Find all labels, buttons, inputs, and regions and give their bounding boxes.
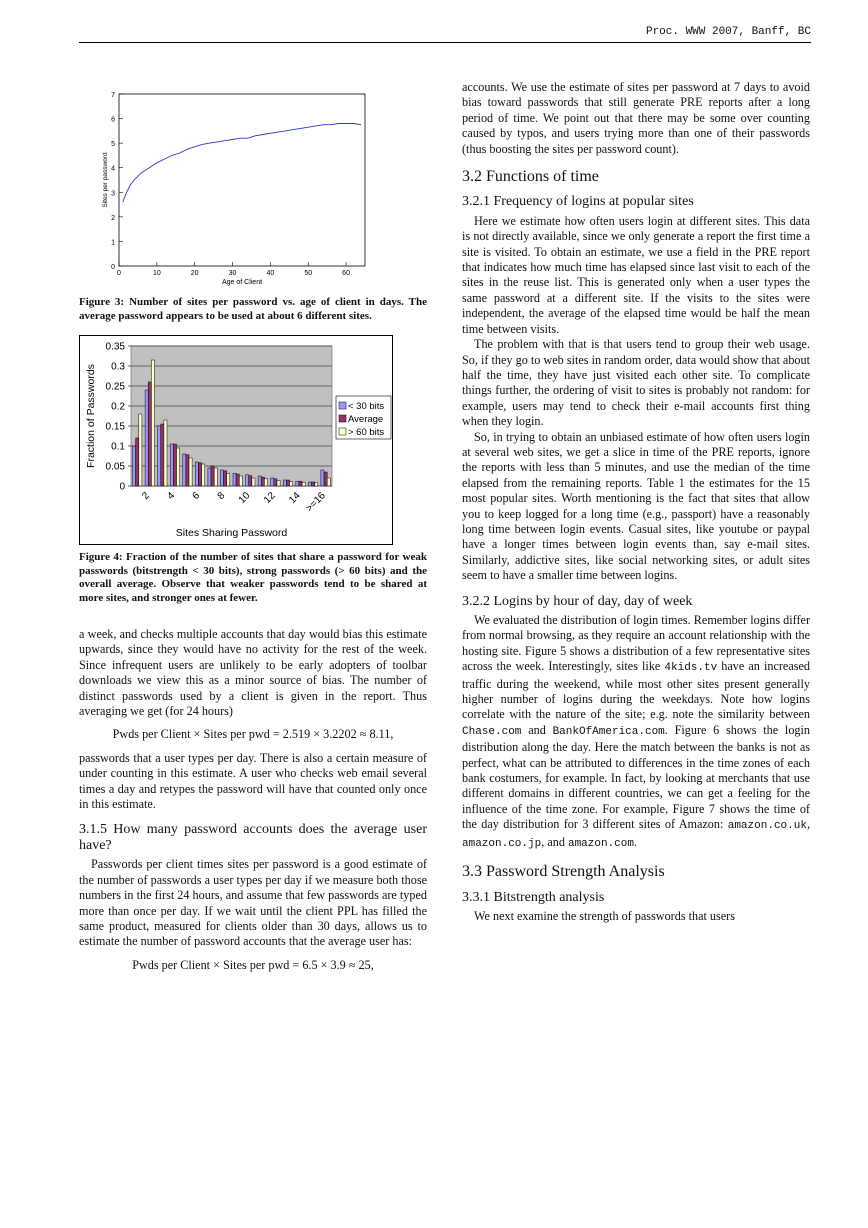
p4-text-g: . [633,834,638,849]
right-paragraph-1: Here we estimate how often users login at different sites. This data is not directly available, since we only generate a report the first time a site is visited. To obtain an estimate, we use a field in the PRE report that indicates how much time has elapsed since last visit to each of the sites in the reuse list. This is generated only when a user types the same password at a different site. If the visits to the sites were independent, the average of the elapsed time would be half the mean time between visits. [462,213,810,336]
fig4-bar [208,468,211,486]
fig4-y-tick-label: 0.05 [105,461,125,473]
fig4-y-tick-label: 0 [119,481,125,493]
right-column [462,80,810,924]
fig4-bar [296,481,299,486]
site-4kids: 4kids.tv [664,662,718,675]
fig4-bar [246,475,249,486]
fig4-bar [312,482,315,486]
fig3-x-tick-label: 50 [304,270,313,277]
left-column [79,80,427,981]
fig4-bar [290,482,293,486]
section-3-3-heading: 3.3 Password Strength Analysis [462,863,665,881]
section-3-1-5-heading: 3.1.5 How many password accounts does the average user have? [79,822,427,853]
right-paragraph-2: The problem with that is that users tend to group their web usage. So, if they go to web sites in random order, data would show that about half the time, they have just visited each other site. To complicate things further, the ordering of visit to sites is probably not random: for example, users may tend to check their e-mail accounts first thing when they login. [462,337,810,429]
fig3-series-line [123,124,361,203]
fig4-bar [249,476,252,486]
fig4-y-axis-label: Fraction of Passwords [85,364,97,468]
left-paragraph-2: passwords that a user types per day. There is also a certain measure of under counting in this estimate. A user who checks web email several times a day and retypes the password will have that counted only once in this estimate. [79,750,427,812]
fig4-bar [236,474,239,486]
fig4-bar [302,482,305,486]
fig4-bar [133,446,136,486]
fig4-y-tick-label: 0.3 [111,361,125,373]
fig4-bar [252,478,255,486]
right-paragraph-3: So, in trying to obtain an unbiased estimate of how often users login at several web sites, we get a slice in time of the PRE reports, ignore the reports with less than 5 minutes, and use the median of the time elapsed from the remaining reports. Table 1 the estimates for the 15 most popular sites. Worth mentioning is the fact that sites that allow you to keep logged for a long time (e.g., passport) have a reasonably long time between login events. Casual sites, like youtube or paypal have a longer times between login events than, say e-mail sites. Similarly, addictive sites, like social networking sites, or adult sites seem to have a smaller time between logins. [462,429,810,583]
fig4-bar [139,414,142,486]
fig3-y-tick-label: 1 [111,239,115,247]
fig3-x-tick-label: 40 [266,270,275,277]
fig4-bar [170,444,173,486]
figure-4 [79,335,393,545]
fig4-legend-swatch [339,415,346,422]
p4-text-d: . Figure 6 shows the login distribution along the day. Here the match between the banks is not as perfect, what can be attributed to differences in the time zones of each bank costumers, for example. In fact, by looking at merchants that use different domains in different countries, we can get a feeling for the influence of the time zone. For example, Figure 7 shows the time of the day distribution for 3 different sites of Amazon: [462,722,810,832]
fig4-bar [173,444,176,486]
fig4-bar [183,454,186,486]
fig3-x-tick-label: 10 [152,270,161,277]
fig3-x-tick-label: 20 [190,270,199,277]
fig3-y-tick-label: 0 [111,264,115,271]
section-3-3-1-heading: 3.3.1 Bitstrength analysis [462,889,605,905]
fig4-chart [80,336,392,544]
left-paragraph-3: Passwords per client times sites per password is a good estimate of the number of passwords a user types per day if we measure both those numbers in the first 24 hours, and assume that few passwords are typed more than once per day. If we wait until the client PPL has filled the same product, measured for clients older than 30 days, allows us to estimate the number of password accounts that the average user has: [79,857,427,949]
fig3-y-tick-label: 6 [111,116,115,124]
fig4-y-tick-label: 0.35 [105,341,125,353]
fig4-bar [151,360,154,486]
fig4-bar [158,426,161,486]
fig4-x-tick-label: 2 [140,490,152,503]
fig4-x-tick-label: 4 [165,490,178,503]
fig3-x-tick-label: 0 [117,270,121,277]
right-paragraph-4 [462,613,810,852]
fig4-bar [202,464,205,486]
fig4-bar [164,420,167,486]
fig4-bar [161,424,164,486]
fig3-y-tick-label: 7 [111,92,115,99]
site-bofa: BankOfAmerica.com [552,725,665,738]
site-amazon-com: amazon.com [567,837,634,850]
p4-text-e: , [806,817,810,832]
right-paragraph-0: accounts. We use the estimate of sites per password at 7 days to avoid bias toward passwords that still generate PRE reports after a long period of time. We point out that there may be some over counting caused by typos, and users trying more than one of their passwords (thus boosting the sites per password count). [462,80,810,156]
equation-1: Pwds per Client × Sites per pwd = 2.519 × 3.2202 ≈ 8.11, [112,727,394,742]
section-3-2-1-heading: 3.2.1 Frequency of logins at popular sites [462,194,694,210]
fig4-bar [224,471,227,486]
fig4-x-tick-label: 12 [261,490,278,506]
fig4-bar [189,458,192,486]
fig4-bar [148,382,151,486]
section-3-2-heading: 3.2 Functions of time [462,168,599,186]
fig4-x-tick-label: 8 [215,490,228,503]
p4-text-c: and [521,722,553,737]
figure-3 [79,80,427,290]
fig4-bar [327,478,330,486]
fig4-bar [321,470,324,486]
fig4-bar [315,483,318,486]
fig4-bar [199,463,202,486]
site-amazon-uk: amazon.co.uk [727,820,807,833]
fig4-bar [233,473,236,486]
fig4-bar [258,476,261,486]
fig3-x-axis-label: Age of Client [221,279,263,286]
fig4-y-tick-label: 0.25 [105,381,125,393]
fig3-y-tick-label: 5 [111,141,115,149]
fig3-plot-frame [119,94,365,266]
page-header [79,26,811,43]
fig3-y-axis-label: Sites per password [102,152,109,208]
fig4-legend-swatch [339,428,346,435]
fig4-bar [136,438,139,486]
fig4-x-axis-label: Sites Sharing Password [175,527,288,539]
fig4-bar [177,448,180,486]
site-chase: Chase.com [462,725,522,738]
p4-text-a: We evaluated the distribution of login times. Remember logins differ from normal browsing, as they require an account relationship with the hosting site. Figure 5 shows a distribution of a few representative sites across the week. Interestingly, sites like [462,613,810,674]
left-paragraph-1: a week, and checks multiple accounts that day would bias this estimate upwards, since they would have no activity for the rest of the week. Since infrequent users are unlikely to be early adopters of toolbar downloads we view this as a minor source of bias. The number of distinct passwords used by a client is given in the report. Thus averaging we get (for 24 hours) [79,627,427,719]
header-text: Proc. WWW 2007, Banff, BC [645,26,811,38]
fig4-bar [239,476,242,486]
p4-text-f: , and [541,834,568,849]
fig3-y-tick-label: 2 [111,214,115,222]
fig4-x-tick-label: >=16 [303,490,328,515]
equation-2: Pwds per Client × Sites per pwd = 6.5 × 3.9 ≈ 25, [132,957,374,972]
fig4-bar [261,477,264,486]
fig4-y-tick-label: 0.2 [111,401,125,413]
fig4-x-tick-label: 14 [287,490,303,506]
fig4-y-tick-label: 0.1 [111,441,125,453]
figure-4-caption: Figure 4: Fraction of the number of sites that share a password for weak passwords (bitstrength < 30 bits), strong passwords (> 60 bits) and the overall average. Observe that weaker passwords tend to be shared at more sites, and stronger ones at fewer. [79,551,427,604]
fig3-x-tick-label: 30 [228,270,237,277]
fig4-bar [227,473,230,486]
fig4-bar [186,455,189,486]
fig4-bar [324,472,327,486]
fig4-bar [211,466,214,486]
fig3-x-tick-label: 60 [342,270,350,277]
fig4-bar [195,462,198,486]
fig4-bar [308,482,311,486]
fig4-bar [264,479,267,486]
section-3-2-2-heading: 3.2.2 Logins by hour of day, day of week [462,593,693,609]
fig4-x-tick-label: 6 [190,490,203,503]
fig4-bar [145,390,148,486]
site-amazon-jp: amazon.co.jp [462,837,542,850]
fig4-bar [214,468,217,486]
fig4-legend-label: < 30 bits [348,401,385,412]
fig3-y-tick-label: 4 [111,165,115,173]
right-paragraph-5: We next examine the strength of passwords that users [474,908,735,923]
fig4-bar [220,470,223,486]
fig4-legend-swatch [339,402,346,409]
fig4-bar [283,480,286,486]
fig4-bar [286,480,289,486]
fig4-bar [277,480,280,486]
fig4-legend-label: > 60 bits [348,427,385,438]
fig4-legend-label: Average [348,414,384,425]
figure-3-caption: Figure 3: Number of sites per password vs. age of client in days. The average password appears to be used at about 6 different sites. [79,296,427,322]
fig4-bar [271,478,274,486]
fig3-y-tick-label: 3 [111,190,115,198]
fig4-y-tick-label: 0.15 [105,421,125,433]
fig4-bar [299,481,302,486]
fig4-x-tick-label: 10 [236,490,253,506]
p4-text-b: have an increased traffic during the weekend, while most other sites present generally higher number of logins during the weekdays. Note how logins correlate with the nature of the site; e.g. note the similarity between [462,659,810,722]
fig3-chart [79,80,427,290]
fig4-bar [274,479,277,486]
